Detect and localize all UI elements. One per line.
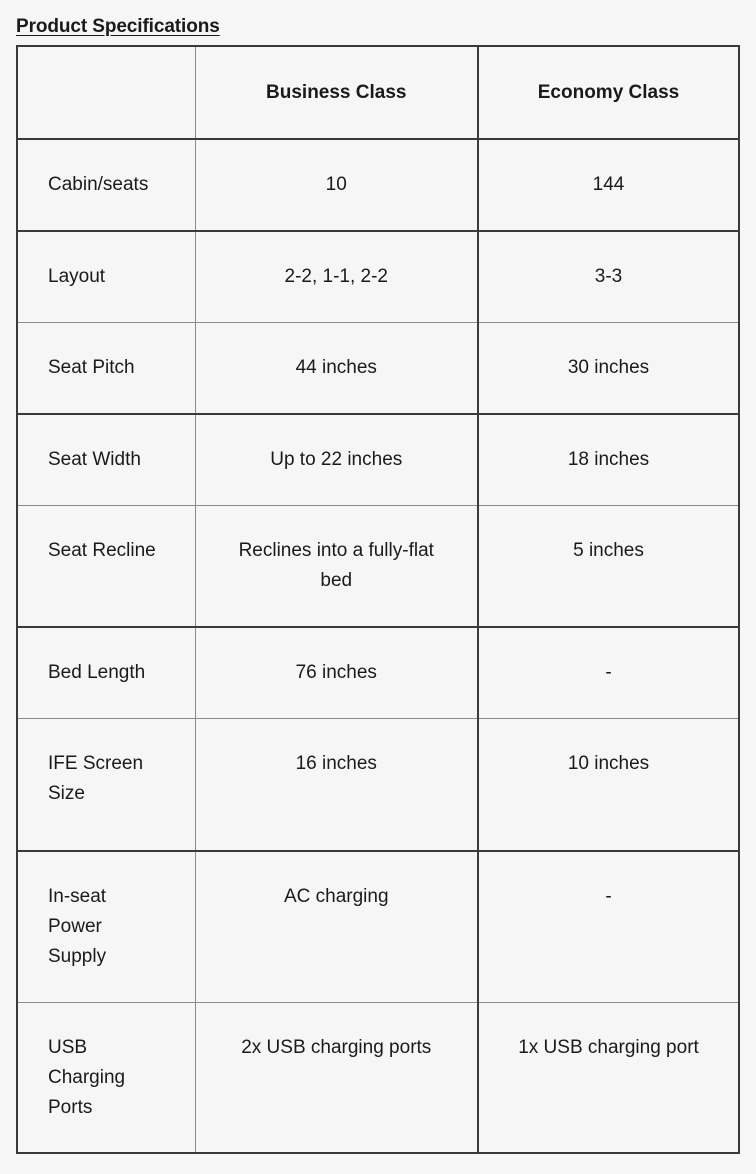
table-row <box>17 851 739 1002</box>
economy-value: 30 inches <box>478 322 739 414</box>
row-label: Bed Length <box>17 627 195 718</box>
economy-value: - <box>478 627 739 718</box>
economy-value: 10 inches <box>478 718 739 851</box>
header-business-class: Business Class <box>195 46 478 139</box>
economy-value: - <box>478 851 739 1002</box>
business-value: 44 inches <box>195 322 478 414</box>
row-label: In-seat Power Supply <box>17 851 195 1002</box>
business-value: 10 <box>195 139 478 231</box>
table-row <box>17 322 739 414</box>
economy-value: 18 inches <box>478 414 739 505</box>
business-value: AC charging <box>195 851 478 1002</box>
economy-value: 144 <box>478 139 739 231</box>
table-row <box>17 231 739 322</box>
row-label: USB Charging Ports <box>17 1002 195 1153</box>
business-value: 2-2, 1-1, 2-2 <box>195 231 478 322</box>
table-row <box>17 139 739 231</box>
header-corner-cell <box>17 46 195 139</box>
table-row <box>17 505 739 627</box>
row-label: Seat Recline <box>17 505 195 627</box>
business-value: Up to 22 inches <box>195 414 478 505</box>
table-row <box>17 1002 739 1153</box>
table-row <box>17 414 739 505</box>
business-value: 16 inches <box>195 718 478 851</box>
row-label: IFE Screen Size <box>17 718 195 851</box>
row-label: Layout <box>17 231 195 322</box>
business-value: Reclines into a fully-flat bed <box>195 505 478 627</box>
table-header-row <box>17 46 739 139</box>
table-row <box>17 718 739 851</box>
business-value: 76 inches <box>195 627 478 718</box>
row-label: Cabin/seats <box>17 139 195 231</box>
row-label: Seat Pitch <box>17 322 195 414</box>
header-economy-class: Economy Class <box>478 46 739 139</box>
page-title: Product Specifications <box>16 16 220 37</box>
table-row <box>17 627 739 718</box>
economy-value: 1x USB charging port <box>478 1002 739 1153</box>
row-label: Seat Width <box>17 414 195 505</box>
business-value: 2x USB charging ports <box>195 1002 478 1153</box>
product-specifications-table <box>16 45 740 1154</box>
economy-value: 3-3 <box>478 231 739 322</box>
economy-value: 5 inches <box>478 505 739 627</box>
